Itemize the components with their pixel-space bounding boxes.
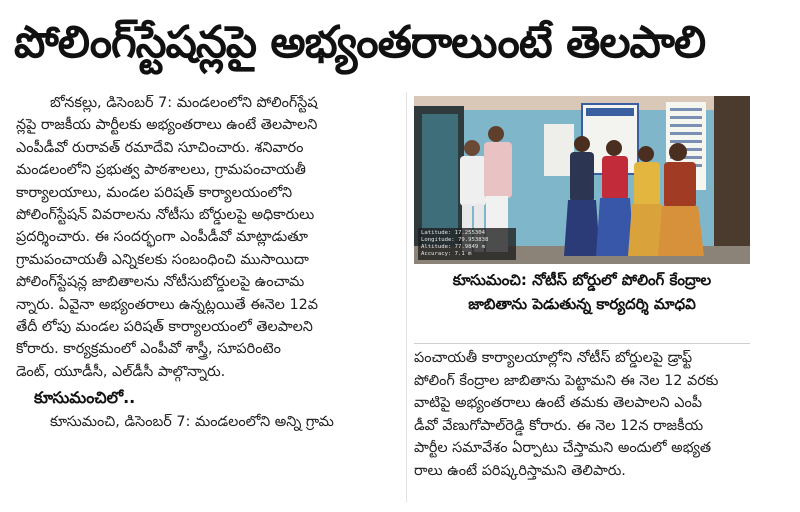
sub-heading: కూసుమంచిలో.. <box>34 388 136 408</box>
caption-divider <box>414 343 750 344</box>
body-line: డెంట్, యూడీసీ, ఎల్‌డీసీ పాల్గొన్నారు. <box>16 363 226 380</box>
body-line: కూసుమంచి, డిసెంబర్ 7: మండలంలోని అన్ని గ్రామ <box>50 414 334 431</box>
body-line: గ్రామపంచాయతీ ఎన్నికలకు సంబంధించి ముసాయిదా <box>16 251 309 268</box>
body-line: బోనకల్లు, డిసెంబర్ 7: మండలంలోని పోలింగ్‌స్టేష <box>50 95 318 111</box>
gps-line: Longitude: 79.953838 <box>421 237 489 243</box>
article-right-column <box>414 347 752 497</box>
gps-line: Accuracy: 7.1 m <box>421 251 472 257</box>
body-line: ఎంపీడీవో రురావత్ రమాదేవి సూచించారు. శనివారం <box>16 139 304 156</box>
body-line: డీవో వేణుగోపాల్‌రెడ్డి కోరారు. ఈ నెల 12న రాజకీయ <box>414 417 704 434</box>
body-line: పోలింగ్‌స్టేషన్ల జాబితాలను నోటీసుబోర్డులపై ఉంచామ <box>16 274 305 291</box>
headline: పోలింగ్‌స్టేషన్లపై అభ్యంతరాలుంటే తెలపాలి <box>14 17 706 68</box>
body-line: కార్యాలయాలు, మండల పరిషత్ కార్యాలయంలోని <box>16 184 293 201</box>
body-line: తేదీ లోపు మండల పరిషత్ కార్యాలయంలో తెలపాలని <box>16 318 313 335</box>
body-line: కోరారు. కార్యక్రమంలో ఎంపీవో శాస్త్రీ, సూపరింటెం <box>16 341 281 358</box>
caption-line: కూసుమంచి: నోటీస్ బోర్డులో పోలింగ్ కేంద్రాల <box>452 271 712 289</box>
body-line: పోలింగ్‌స్టేషన్ వివరాలను నోటీసు బోర్డులపై అధికారులు <box>16 206 315 223</box>
body-line: పార్టీల సమావేశం ఏర్పాటు చేస్తామని అందులో అభ్యత <box>414 440 712 457</box>
body-line: పోలింగ్ కేంద్రాల జాబితాను పెట్టామని ఈ నెల 12 వరకు <box>414 372 719 389</box>
body-line: ప్రదర్శించారు. ఈ సందర్భంగా ఎంపీడీవో మాట్లాడుతూ <box>16 229 309 246</box>
body-line: రాలు ఉంటే పరిష్కరిస్తామని తెలిపారు. <box>414 462 626 479</box>
column-divider <box>406 92 407 502</box>
body-line: మండలంలోని ప్రభుత్వ పాఠశాలలు, గ్రామపంచాయతీ <box>16 162 306 179</box>
body-line: న్నారు. ఏవైనా అభ్యంతరాలు ఉన్నట్లయితే ఈనెల 12వ <box>16 296 318 313</box>
gps-line: Altitude: 77.9849 m <box>421 244 485 250</box>
photo-caption <box>414 268 750 338</box>
news-photo <box>414 96 750 264</box>
article-left-column <box>16 92 400 502</box>
body-line: పంచాయతీ కార్యాలయాల్లోని నోటీస్ బోర్డులపై డ్రాఫ్ట్ <box>414 350 693 366</box>
gps-stamp <box>418 228 516 260</box>
caption-line: జాబితాను పెడుతున్న కార్యదర్శి మాధవి <box>468 295 696 313</box>
body-line: వాటిపై అభ్యంతరాలు ఉంటే తమకు తెలపాలని ఎంపీ <box>414 395 702 412</box>
gps-line: Latitude: 17.255304 <box>421 230 485 236</box>
body-line: న్లపై రాజకీయ పార్టీలకు అభ్యంతరాలు ఉంటే తెలపాలని <box>16 117 318 134</box>
